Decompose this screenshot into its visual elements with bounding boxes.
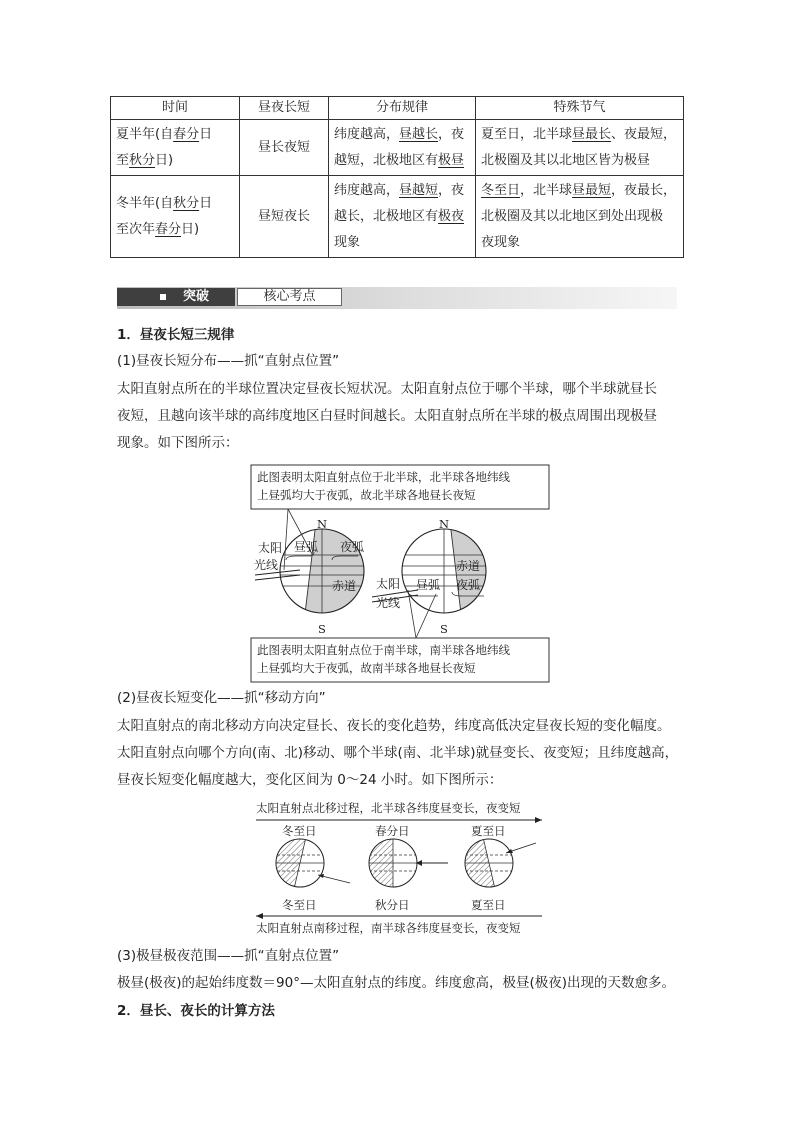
subheading-1: (1)昼夜长短分布——抓“直射点位置” xyxy=(117,353,340,369)
cell-time: 夏半年(自春分日 至秋分日) xyxy=(111,120,240,176)
globe-1-south-label: S xyxy=(318,622,326,636)
paragraph-2-line-3: 昼夜长短变化幅度越大，变化区间为 0～24 小时。如下图所示： xyxy=(117,772,503,788)
globe-1-north-label: N xyxy=(317,517,328,531)
section-tag: 核心考点 xyxy=(237,288,342,306)
heading-2: 2．昼长、夜长的计算方法 xyxy=(117,1003,275,1019)
section-label-box xyxy=(117,288,235,306)
globe-2-night-arc-label: 夜弧 xyxy=(456,578,481,592)
top-label-winter-solstice: 冬至日 xyxy=(282,824,317,838)
paragraph-1-line-3: 现象。如下图所示： xyxy=(117,435,239,451)
header-distribution: 分布规律 xyxy=(329,97,476,120)
heading-1: 1．昼夜长短三规律 xyxy=(117,327,235,343)
paragraph-2-line-2: 太阳直射点向哪个方向(南、北)移动、哪个半球(南、北半球)就昼变长、夜变短；且纬度越高， xyxy=(117,745,679,761)
header-time: 时间 xyxy=(111,97,240,120)
section-banner xyxy=(117,287,677,309)
top-label-summer-solstice: 夏至日 xyxy=(471,824,506,838)
figure-2-graphic xyxy=(252,797,546,937)
top-label-spring-equinox: 春分日 xyxy=(375,824,410,838)
cell-time: 冬半年(自秋分日 至次年春分日) xyxy=(111,176,240,258)
cell-special: 夏至日，北半球昼最长、夜最短， 北极圈及其以北地区皆为极昼 xyxy=(476,120,684,176)
globe-2-sun-label-2: 光线 xyxy=(376,596,401,610)
globe-1-equator-label: 赤道 xyxy=(332,579,357,593)
globe-2-north-label: N xyxy=(439,517,450,531)
subheading-3: (3)极昼极夜范围——抓“直射点位置” xyxy=(117,948,340,964)
globe-2-equator-label: 赤道 xyxy=(456,559,481,573)
figure-2-top-caption: 太阳直射点北移过程，北半球各纬度昼变长，夜变短 xyxy=(256,801,521,815)
globe-1-night-arc-label: 夜弧 xyxy=(340,540,365,554)
paragraph-1-line-2: 夜短，且越向该半球的高纬度地区白昼时间越长。太阳直射点所在半球的极点周围出现极昼 xyxy=(117,408,657,424)
globe-2-day-arc-label: 昼弧 xyxy=(416,578,441,592)
globe-1-sun-label-1: 太阳 xyxy=(258,541,283,555)
paragraph-3-line-1: 极昼(极夜)的起始纬度数＝90°—太阳直射点的纬度。纬度愈高，极昼(极夜)出现的天数愈多。 xyxy=(117,975,675,991)
header-daynight: 昼夜长短 xyxy=(240,97,329,120)
cell-special: 冬至日，北半球昼最短，夜最长， 北极圈及其以北地区到处出现极 夜现象 xyxy=(476,176,684,258)
globe-2-south-label: S xyxy=(440,622,448,636)
bottom-label-winter-solstice: 冬至日 xyxy=(282,898,317,912)
globe-1-day-arc-label: 昼弧 xyxy=(294,540,319,554)
table-row xyxy=(111,120,684,176)
subheading-2: (2)昼夜长短变化——抓“移动方向” xyxy=(117,690,326,706)
cell-daynight: 昼短夜长 xyxy=(240,176,329,258)
header-special: 特殊节气 xyxy=(476,97,684,120)
figure-day-night-change xyxy=(252,797,546,937)
bottom-label-autumn-equinox: 秋分日 xyxy=(375,898,410,912)
table-row xyxy=(111,176,684,258)
figure-1-caption-bottom-line-2: 上昼弧均大于夜弧，故南半球各地昼长夜短 xyxy=(257,661,476,675)
season-table xyxy=(110,96,684,258)
figure-1-caption-bottom-line-1: 此图表明太阳直射点位于南半球，南半球各地纬线 xyxy=(257,643,510,657)
figure-1-caption-top-line-1: 此图表明太阳直射点位于北半球，北半球各地纬线 xyxy=(257,470,510,484)
square-bullet-icon xyxy=(160,294,166,300)
cell-distribution: 纬度越高，昼越长，夜 越短，北极地区有极昼 xyxy=(329,120,476,176)
cell-daynight: 昼长夜短 xyxy=(240,120,329,176)
section-label: 突破 xyxy=(183,289,210,304)
figure-1-caption-top-line-2: 上昼弧均大于夜弧，故北半球各地昼长夜短 xyxy=(257,488,476,502)
paragraph-1-line-1: 太阳直射点所在的半球位置决定昼夜长短状况。太阳直射点位于哪个半球，哪个半球就昼长 xyxy=(117,381,657,397)
figure-day-night-distribution xyxy=(240,462,550,684)
paragraph-2-line-1: 太阳直射点的南北移动方向决定昼长、夜长的变化趋势，纬度高低决定昼夜长短的变化幅度。 xyxy=(117,718,671,734)
globe-1-sun-label-2: 光线 xyxy=(254,558,279,572)
figure-2-bottom-caption: 太阳直射点南移过程，南半球各纬度昼变长，夜变短 xyxy=(256,921,521,935)
bottom-label-summer-solstice: 夏至日 xyxy=(471,898,506,912)
cell-distribution: 纬度越高，昼越短，夜 越长，北极地区有极夜 现象 xyxy=(329,176,476,258)
table-header-row xyxy=(111,97,684,120)
globe-2-sun-label-1: 太阳 xyxy=(376,577,401,591)
